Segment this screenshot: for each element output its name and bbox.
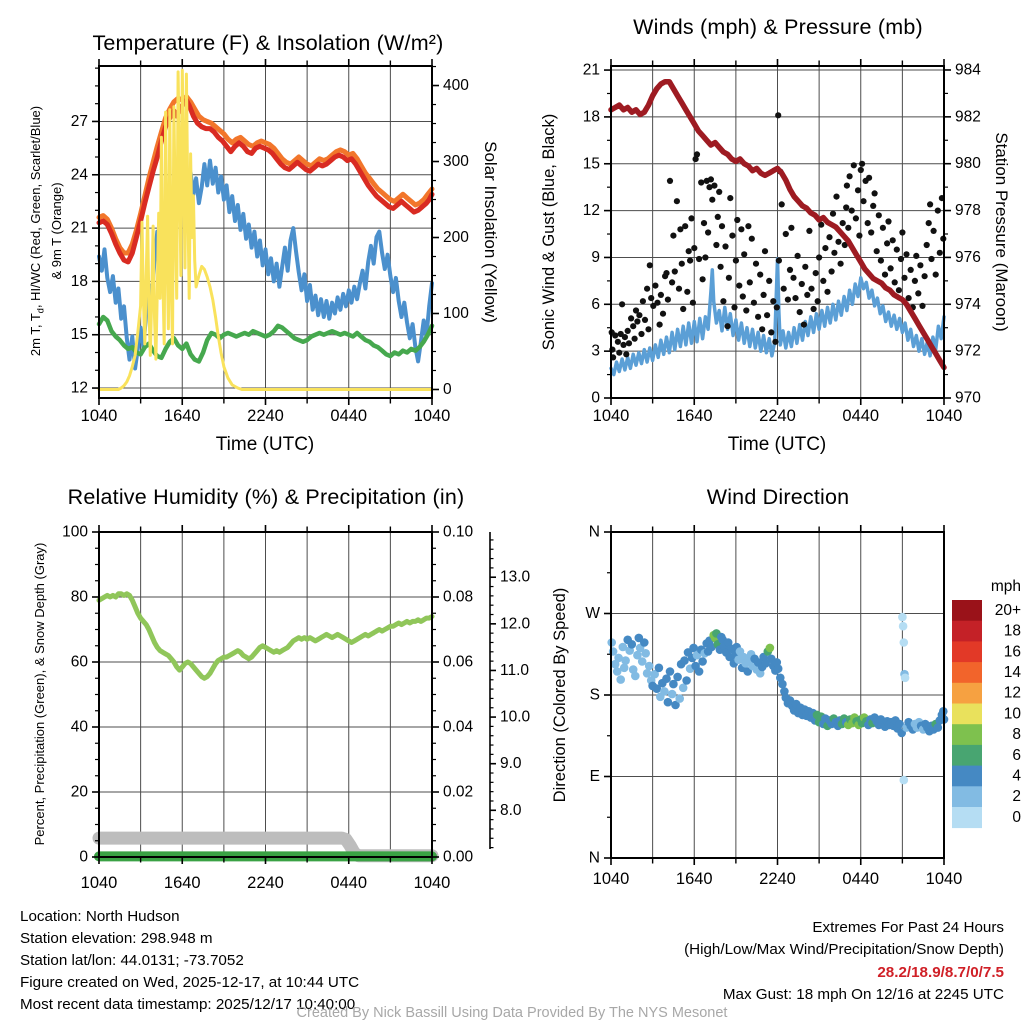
svg-text:8.0: 8.0 <box>500 801 522 819</box>
wind-direction-chart <box>512 470 1024 905</box>
svg-text:11.0: 11.0 <box>500 661 530 679</box>
svg-text:1040: 1040 <box>413 874 451 892</box>
svg-text:1640: 1640 <box>675 407 713 425</box>
svg-text:N: N <box>588 849 600 867</box>
extremes-values: 28.2/18.9/8.7/0/7.5 <box>877 963 1004 981</box>
station-location: Location: North Hudson <box>20 908 180 925</box>
svg-text:0.08: 0.08 <box>443 588 474 606</box>
y-axis-label-temperature-left <box>29 51 63 411</box>
svg-text:0: 0 <box>591 389 600 407</box>
svg-text:10.0: 10.0 <box>500 708 531 726</box>
y-axis-label-line1: 2m T, $T_d$, HI/WC (Red, Green, Scarlet/Blue) <box>27 105 46 357</box>
svg-text:1040: 1040 <box>80 407 118 425</box>
svg-text:972: 972 <box>955 342 981 360</box>
svg-text:100: 100 <box>62 523 88 541</box>
svg-text:20+: 20+ <box>994 601 1021 619</box>
svg-text:0440: 0440 <box>330 407 368 425</box>
svg-text:0: 0 <box>79 848 88 866</box>
svg-text:974: 974 <box>955 295 981 313</box>
chart-title-winds: Winds (mph) & Pressure (mb) <box>633 15 923 39</box>
svg-text:60: 60 <box>70 653 88 671</box>
svg-text:1040: 1040 <box>592 870 630 888</box>
svg-text:12.0: 12.0 <box>500 615 531 633</box>
svg-text:8: 8 <box>1012 726 1021 744</box>
svg-text:13.0: 13.0 <box>500 568 531 586</box>
svg-text:80: 80 <box>70 588 88 606</box>
svg-text:6: 6 <box>591 295 600 313</box>
svg-text:16: 16 <box>1003 643 1021 661</box>
svg-text:24: 24 <box>70 166 88 184</box>
svg-text:1040: 1040 <box>925 870 963 888</box>
svg-text:mph: mph <box>990 578 1021 595</box>
svg-text:27: 27 <box>70 112 88 130</box>
y-axis-label-line2: & 9m T (Orange) <box>48 182 64 280</box>
svg-text:W: W <box>585 605 600 622</box>
y-axis-label-pressure-right: Station Pressure (Maroon) <box>992 132 1011 332</box>
max-gust: Max Gust: 18 mph On 12/16 at 2245 UTC <box>722 986 1004 1004</box>
svg-text:0.02: 0.02 <box>443 783 474 801</box>
x-axis-label-temperature: Time (UTC) <box>215 434 315 455</box>
svg-text:E: E <box>589 768 600 785</box>
station-elevation: Station elevation: 298.948 m <box>20 930 213 947</box>
svg-text:N: N <box>588 523 600 541</box>
svg-text:18: 18 <box>1003 622 1021 640</box>
svg-text:14: 14 <box>1003 663 1021 681</box>
svg-text:9.0: 9.0 <box>500 755 522 773</box>
svg-text:0.04: 0.04 <box>443 718 474 736</box>
chart-title-humidity: Relative Humidity (%) & Precipitation (in) <box>67 485 465 509</box>
svg-text:18: 18 <box>582 108 600 126</box>
svg-text:1640: 1640 <box>675 870 713 888</box>
y-axis-label-percent: Percent, Precipitation (Green), & Snow Depth (Gray) <box>32 542 48 846</box>
svg-text:21: 21 <box>582 61 600 79</box>
svg-text:0: 0 <box>1012 808 1021 826</box>
winds-pressure-chart <box>512 0 1024 470</box>
svg-text:S: S <box>589 686 600 704</box>
svg-text:300: 300 <box>443 153 469 171</box>
svg-text:2240: 2240 <box>247 407 284 425</box>
chart-title-wind-direction: Wind Direction <box>706 485 850 509</box>
svg-text:12: 12 <box>70 379 88 397</box>
extremes-block <box>684 917 1004 1007</box>
svg-text:0.00: 0.00 <box>443 848 474 866</box>
y-axis-label-sonic-wind: Sonic Wind & Gust (Blue, Black) <box>539 113 558 351</box>
svg-text:15: 15 <box>582 155 600 173</box>
svg-text:15: 15 <box>70 326 88 344</box>
svg-text:980: 980 <box>955 155 981 173</box>
svg-text:978: 978 <box>955 202 981 220</box>
svg-text:982: 982 <box>955 108 981 126</box>
x-axis-label-winds: Time (UTC) <box>727 434 827 455</box>
svg-text:0: 0 <box>443 380 452 398</box>
svg-text:400: 400 <box>443 77 469 95</box>
svg-text:2240: 2240 <box>759 870 796 888</box>
svg-text:4: 4 <box>1012 767 1021 785</box>
svg-text:9: 9 <box>591 248 600 266</box>
figure-created: Figure created on Wed, 2025-12-17, at 10:44 UTC <box>20 974 360 991</box>
data-timestamp: Most recent data timestamp: 2025/12/17 10:40:00 <box>20 996 356 1013</box>
svg-text:1040: 1040 <box>925 407 963 425</box>
svg-text:976: 976 <box>955 248 981 266</box>
temperature-insolation-chart <box>0 0 512 470</box>
svg-text:20: 20 <box>70 783 88 801</box>
svg-text:984: 984 <box>955 61 981 79</box>
svg-text:970: 970 <box>955 389 981 407</box>
svg-text:3: 3 <box>591 342 600 360</box>
svg-text:2240: 2240 <box>247 874 284 892</box>
chart-title-temperature: Temperature (F) & Insolation (W/m²) <box>92 31 444 55</box>
svg-text:1040: 1040 <box>413 407 451 425</box>
svg-text:1040: 1040 <box>80 874 118 892</box>
extremes-title: Extremes For Past 24 Hours <box>812 919 1004 936</box>
svg-text:0.06: 0.06 <box>443 653 474 671</box>
extremes-subtitle: (High/Low/Max Wind/Precipitation/Snow Depth) <box>684 941 1004 959</box>
svg-text:100: 100 <box>443 304 469 322</box>
y-axis-label-direction: Direction (Colored By Speed) <box>550 587 569 803</box>
y-axis-label-insolation-right: Solar Insolation (Yellow) <box>481 141 500 323</box>
station-latlon: Station lat/lon: 44.0131; -73.7052 <box>20 952 244 969</box>
svg-text:200: 200 <box>443 229 469 247</box>
svg-text:1640: 1640 <box>163 407 201 425</box>
credit-line: Created By Nick Bassill Using Data Provided By The NYS Mesonet <box>296 1005 728 1021</box>
svg-text:2240: 2240 <box>759 407 796 425</box>
svg-text:0.10: 0.10 <box>443 523 474 541</box>
svg-text:1040: 1040 <box>592 407 630 425</box>
svg-text:6: 6 <box>1012 746 1021 764</box>
svg-text:10: 10 <box>1003 705 1021 723</box>
svg-text:40: 40 <box>70 718 88 736</box>
svg-text:12: 12 <box>582 202 600 220</box>
svg-text:0440: 0440 <box>842 407 880 425</box>
station-info <box>20 906 359 1016</box>
svg-text:12: 12 <box>1003 684 1021 702</box>
svg-text:2: 2 <box>1012 788 1021 806</box>
humidity-precipitation-chart <box>0 470 531 905</box>
svg-text:0440: 0440 <box>330 874 368 892</box>
svg-text:21: 21 <box>70 219 88 237</box>
svg-text:0440: 0440 <box>842 870 880 888</box>
svg-text:1640: 1640 <box>163 874 201 892</box>
svg-text:18: 18 <box>70 272 88 290</box>
